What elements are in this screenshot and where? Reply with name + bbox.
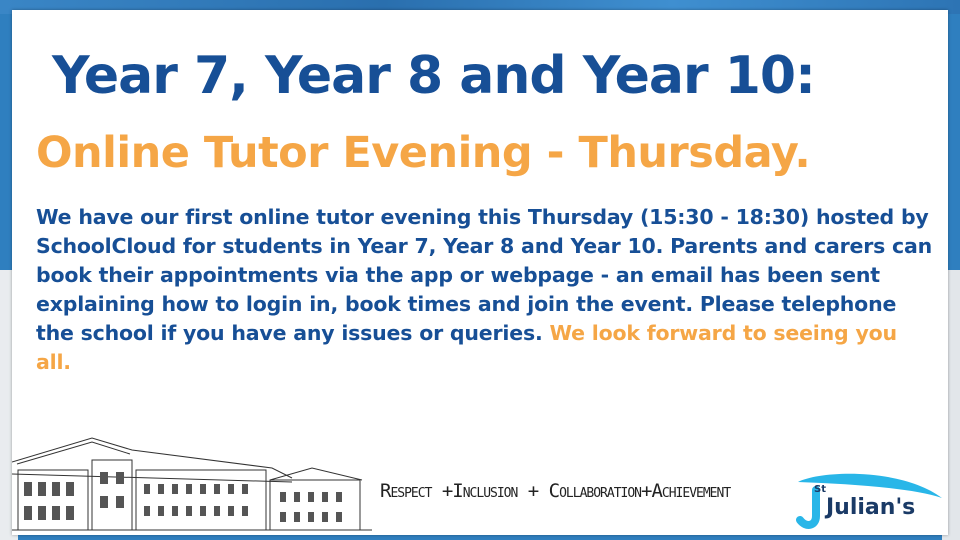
slide-subtitle: Online Tutor Evening - Thursday. (36, 128, 811, 178)
slide-body (36, 203, 936, 377)
logo-st-text: St (814, 484, 826, 495)
logo-name-text: Julian's (826, 495, 916, 520)
school-motto: Respect +Inclusion + Collaboration+Achievement (380, 480, 731, 502)
st-julians-logo (792, 468, 944, 534)
slide-title: Year 7, Year 8 and Year 10: (52, 46, 815, 106)
body-highlight: We look forward to seeing you all. (36, 321, 897, 374)
slide-card (12, 10, 948, 535)
school-building-sketch (12, 430, 372, 535)
body-text: We have our first online tutor evening this Thursday (15:30 - 18:30) hosted by SchoolCloud for students in Year 7, Year 8 and Year 10. Parents and carers can book their appointments via the app or webpage - an email has been sent explaining how to login in, book times and join the event. Please telephone the school if you have any issues or queries. (36, 205, 933, 345)
